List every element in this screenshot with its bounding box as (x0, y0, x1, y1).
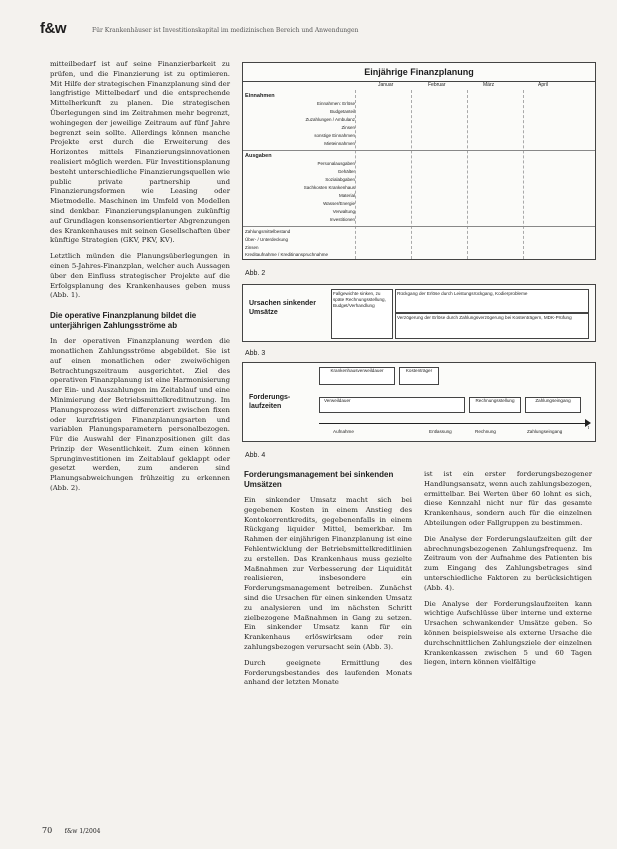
row-label: Material (338, 193, 355, 198)
figure-causes-declining-revenue (242, 284, 596, 342)
row-label: Zinsen (245, 245, 259, 250)
row-label: Über- / Unterdeckung (245, 237, 289, 242)
timeline-box: Krankenhausverweildauer (319, 367, 395, 385)
row-label: sonstige Einnahmen (314, 133, 355, 138)
row-label: Zahlungsmittelbestand (245, 229, 291, 234)
figure-title: Einjährige Finanzplanung (243, 63, 595, 82)
left-column (50, 60, 230, 500)
timeline-segment: Verweildauer (319, 397, 465, 413)
timeline-segment: Zahlungseingang (525, 397, 581, 413)
figure-caption: Abb. 3 (245, 350, 266, 357)
row-label: Investitionen (329, 217, 355, 222)
running-header: Für Krankenhäuser ist Investitionskapital im medizinischen Bereich und Anwendungen (92, 27, 359, 34)
row-label: Budgetanteil (329, 109, 355, 114)
row-label: Mieteinnahmen (324, 141, 355, 146)
axis-label: Zahlungseingang (527, 429, 563, 434)
month-header (243, 82, 595, 90)
paragraph: Die Analyse der Forderungslaufzeiten kann wichtige Aufschlüsse über interne und externe Ursachen schwankender Umsätze geben. So können beispielsweise als externe Ursache die durchschnittlichen Zahlungsziele der einzelnen Krankenkassen zwischen 5 und 60 Tagen liegen, intern können vielfältige (424, 599, 592, 667)
cause-box: Fallgewichte sinken, zu späte Rechnungsstellung, Budget/Verhandlung (331, 289, 393, 339)
month-label: März (483, 82, 495, 88)
timeline-segment: Rechnungsstellung (469, 397, 521, 413)
time-axis (319, 423, 587, 424)
paragraph: Die Analyse der Forderungslaufzeiten gilt der abrechnungsbezogenen Zahlungsfrequenz. Im Zeitraum von der Aufnahme des Patienten bis zum Eingang des Zahlungsbetrages sind unterschiedliche Faktoren zu berücksichtigen (Abb. 4). (424, 534, 592, 592)
paragraph: ist ist ein erster forderungsbezogener Handlungsansatz, wenn auch zahlungsbezogen, ermittelbar. Bei Werten über 60 lohnt es sich, diese Kennzahl nicht nur für das gesamte Krankenhaus, sondern auch für die einzelnen Abteilungen oder Fallgruppen zu bestimmen. (424, 470, 592, 527)
section-heading: Die operative Finanzplanung bildet die unterjährigen Zahlungsströme ab (50, 311, 197, 331)
timeline-box: Kostenträger (399, 367, 439, 385)
month-label: Januar (378, 82, 394, 88)
paragraph: Durch geeignete Ermittlung des Forderungsbestandes des laufenden Monats anhand der letzten Monate (244, 658, 412, 687)
paragraph: In der operativen Finanzplanung werden die monatlichen Zahlungsströme abgebildet. Sie ist auf einen monatlichen oder zweiwöchigen Betrachtungszeitraum ausgerichtet. Ziel des operativen Finanzplanung ist eine Harmonisierung der Ein- und Auszahlungen im Zeitablauf und eine Minimierung der Betriebsmittelkreditnutzung. Im Planungsprozess wird differenziert zwischen fixen oder kurzfristigen Finanzplanungsarten und variablen Planungsparametern personalbezogen. Für die Auswahl der Finanzpositionen gilt das Prinzip der Wesentlichkeit. Zum einen können Sprunginvestitionen im Zeitablauf geklappt oder gesetzt werden, zum anderen sind Planungsabweichungen frühzeitig zu erkennen (Abb. 2). (50, 337, 230, 493)
paragraph: mitteilbedarf ist auf seine Finanzierbarkeit zu prüfen, und die Finanzierung ist zu optimieren. Mit Hilfe der strategischen Finanzplanung sind der langfristige Mittelbedarf und die entsprechende Mittelherkunft zu planen. Die strategischen Überlegungen sind im Zeitrahmen mehr begrenzt, wohingegen der jeweilige Zeitraum auf fünf Jahre begrenzt sein sollte. Allerdings können manche Projekte erst durch die Erweiterung des Horizontes mittels Finanzierungsinnovationen realisiert möglich werden. Für Investitionsplanung besteht unterschiedliche Finanzierungsquellen wie public private partnership und Finanzierungsformen wie Leasing oder Mietmodelle. Maschinen im Umfeld von Modellen sind denkbar. Finanzierungsplanungen zukünftig auf Grundlagen konsensorientierter Abgrenzungen des Krankenhauses mit seinen Gesellschaften über künftige Strategien (GKV, PKV, KV). (50, 60, 230, 245)
section-heading: Forderungsmanagement bei sinkenden Umsätzen (244, 470, 394, 489)
middle-column (244, 470, 412, 694)
journal-logo: f&w (40, 20, 66, 37)
section-label: Ausgaben (245, 153, 272, 159)
magazine-issue: f&w 1/2004 (64, 828, 101, 835)
row-label: Sozialabgaben (325, 177, 355, 182)
axis-label: Rechnung (475, 429, 496, 434)
axis-label: Aufnahme (333, 429, 354, 434)
row-label: Sachkosten Krankenhaus (303, 185, 355, 190)
page-footer (42, 826, 100, 835)
figure-receivables-duration (242, 362, 596, 442)
cause-box: Verzögerung der Erlöse durch Zahlungsverzögerung bei Kostenträgern, MDK-Prüfung (395, 313, 589, 339)
row-label: Verwaltung (332, 209, 355, 214)
row-label: Gehälter (337, 169, 355, 174)
row-label: Kreditaufnahme / Kreditinanspruchnahme (245, 252, 329, 257)
diagram-root-label: Ursachen sinkender Umsätze (249, 300, 316, 316)
right-column (424, 470, 592, 674)
paragraph: Letztlich münden die Planungsüberlegungen in einen 5-Jahres-Finanzplan, welcher auch Aussagen über den Einfluss strategischer Projekte auf die Erfolgsplanung des Krankenhauses geben muss (Abb. 1). (50, 252, 230, 300)
row-label: Personalausgaben (317, 161, 355, 166)
figure-caption: Abb. 4 (245, 452, 266, 459)
row-label: Wasser/Energie (323, 201, 355, 206)
row-label: Zuzahlungen / Ambulanz (305, 117, 355, 122)
row-label: Einnahmen: Erlöse (316, 101, 355, 106)
figure-annual-finance-plan (242, 62, 596, 260)
month-label: April (538, 82, 549, 88)
section-label: Einnahmen (245, 93, 275, 99)
paragraph: Ein sinkender Umsatz macht sich bei gegebenen Kosten in einem Anstieg des Kontokorrentkredits, gegebenenfalls in einem Rückgang liquider Mittel, bemerkbar. Im Rahmen der einjährigen Finanzplanung ist eine Fehlentwicklung der Betriebsmittelkreditlinien zu erstellen. Das Krankenhaus muss gezielte Maßnahmen zur Verbesserung der Liquidität realisieren, insbesondere ein Forderungsmanagement betreiben. Zunächst sind die Ursachen für einen sinkenden Umsatz zu analysieren und im nächsten Schritt zielbezogene Maßnahmen in Gang zu setzen. Ein sinkender Umsatz kann für ein Krankenhaus erlöswirksam oder rein zahlungsbezogen verursacht sein (Abb. 3). (244, 496, 412, 651)
cause-box: Rückgang der Erlöse durch Leistungsrückgang, Kodierprobleme (395, 289, 589, 313)
axis-label: Entlassung (429, 429, 452, 434)
figure-caption: Abb. 2 (245, 270, 266, 277)
axis-label: t (587, 425, 589, 430)
month-label: Februar (428, 82, 446, 88)
diagram-root-label: Forderungs-laufzeiten (249, 394, 291, 410)
page-number: 70 (42, 826, 53, 835)
row-label: Zinsen (341, 125, 355, 130)
